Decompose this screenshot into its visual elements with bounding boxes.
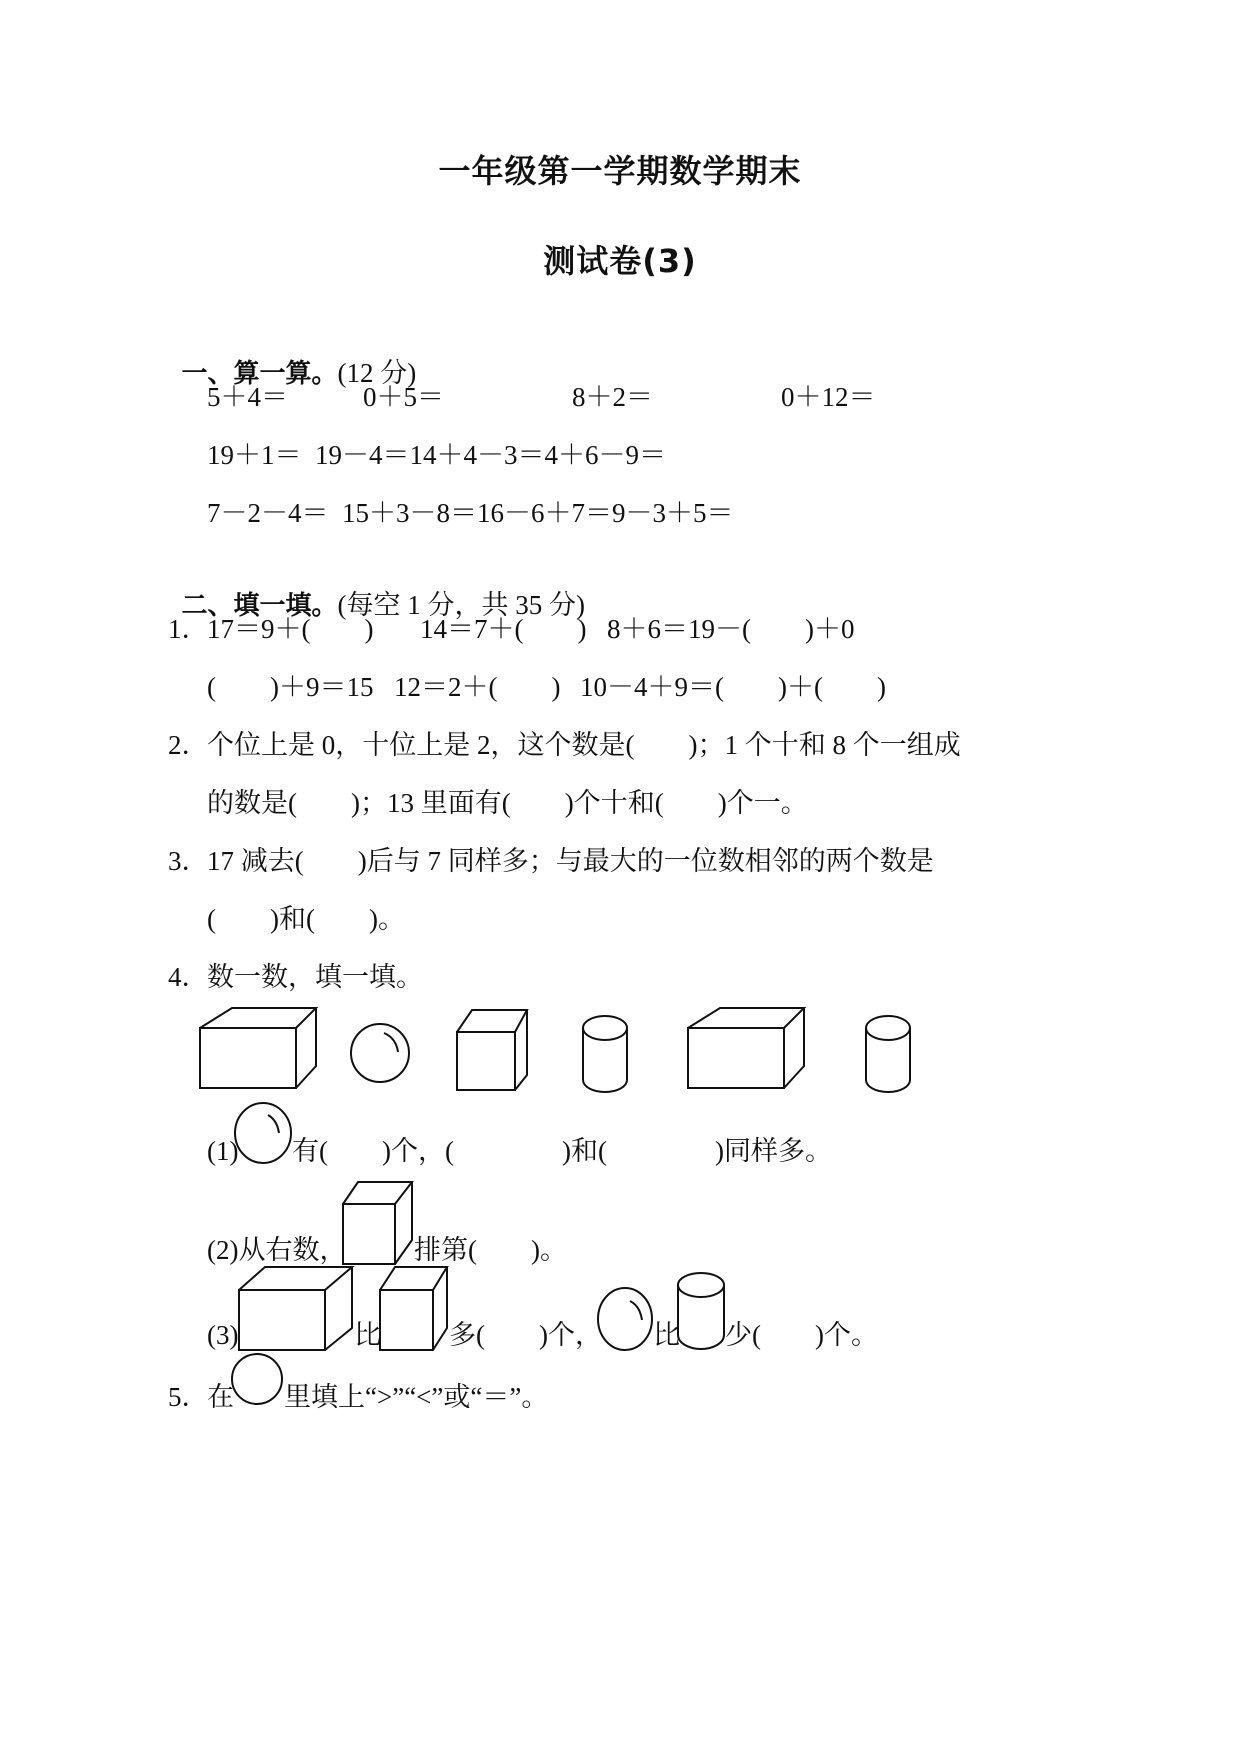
- fill-item: 10－4＋9＝( )＋( ): [580, 672, 886, 702]
- section1-score: (12 分): [337, 358, 417, 388]
- q2-line1: 个位上是 0，十位上是 2，这个数是( )；1 个十和 8 个一组成: [207, 730, 961, 760]
- section2-score: (每空 1 分，共 35 分): [337, 590, 585, 620]
- fill-item: 14＝7＋( ): [420, 614, 587, 644]
- sphere-icon: [235, 1103, 291, 1163]
- page-subtitle: 测试卷(3): [543, 242, 697, 280]
- cube-icon: [457, 1010, 527, 1090]
- q1-number: 1．: [168, 614, 209, 644]
- cube-icon: [343, 1182, 412, 1264]
- cylinder-icon: [866, 1016, 910, 1092]
- section2-heading: 二、填一填。: [181, 591, 338, 621]
- q3-line1: 17 减去( )后与 7 同样多；与最大的一位数相邻的两个数是: [207, 846, 934, 876]
- sphere-icon: [351, 1024, 409, 1082]
- q5-text: 里填上“>”“<”或“＝”。: [284, 1382, 549, 1412]
- q4-sub3-bi2: 比: [653, 1320, 680, 1350]
- section1-heading: 一、算一算。: [181, 359, 338, 389]
- page-title: 一年级第一学期数学期末: [438, 152, 802, 190]
- q4-sub2-prefix: (2)从右数，: [207, 1235, 347, 1265]
- q5-prefix: 在: [207, 1382, 234, 1412]
- cuboid-icon: [688, 1008, 804, 1088]
- calc-item: 0＋12＝: [781, 382, 876, 412]
- q4-sub3-less: 少( )个。: [725, 1320, 878, 1350]
- q4-sub1-text: 有( )个，( )和( )同样多。: [292, 1136, 832, 1166]
- sphere-icon: [598, 1288, 652, 1350]
- q3-line2: ( )和( )。: [207, 904, 405, 934]
- q5-number: 5．: [168, 1382, 209, 1412]
- fill-item: 12＝2＋( ): [394, 672, 561, 702]
- q4-text: 数一数，填一填。: [207, 962, 423, 992]
- fill-item: 17＝9＋( ): [207, 614, 374, 644]
- cuboid-icon: [239, 1267, 352, 1350]
- calc-item: 0＋5＝: [363, 382, 444, 412]
- cylinder-icon: [678, 1273, 724, 1349]
- q2-line2: 的数是( )；13 里面有( )个十和( )个一。: [207, 788, 808, 818]
- calc-row: 7－2－4＝ 15＋3－8＝16－6＋7＝9－3＋5＝: [207, 498, 734, 528]
- q4-sub1-prefix: (1): [207, 1136, 239, 1166]
- circle-blank-icon: [232, 1354, 282, 1404]
- fill-item: 8＋6＝19－( )＋0: [607, 614, 855, 644]
- q2-number: 2．: [168, 730, 209, 760]
- q4-sub3-bi: 比: [354, 1320, 381, 1350]
- calc-item: 5＋4＝: [207, 382, 288, 412]
- cube-icon: [380, 1267, 447, 1350]
- calc-row: 19＋1＝ 19－4＝14＋4－3＝4＋6－9＝: [207, 440, 666, 470]
- fill-item: ( )＋9＝15: [207, 672, 374, 702]
- q4-sub3-prefix: (3): [207, 1320, 239, 1350]
- q3-number: 3．: [168, 846, 209, 876]
- q4-sub3-more: 多( )个，: [449, 1320, 602, 1350]
- q4-sub2-text: 排第( )。: [414, 1235, 567, 1265]
- cylinder-icon: [583, 1016, 627, 1092]
- q4-number: 4．: [168, 962, 209, 992]
- cuboid-icon: [200, 1008, 316, 1088]
- calc-item: 8＋2＝: [572, 382, 653, 412]
